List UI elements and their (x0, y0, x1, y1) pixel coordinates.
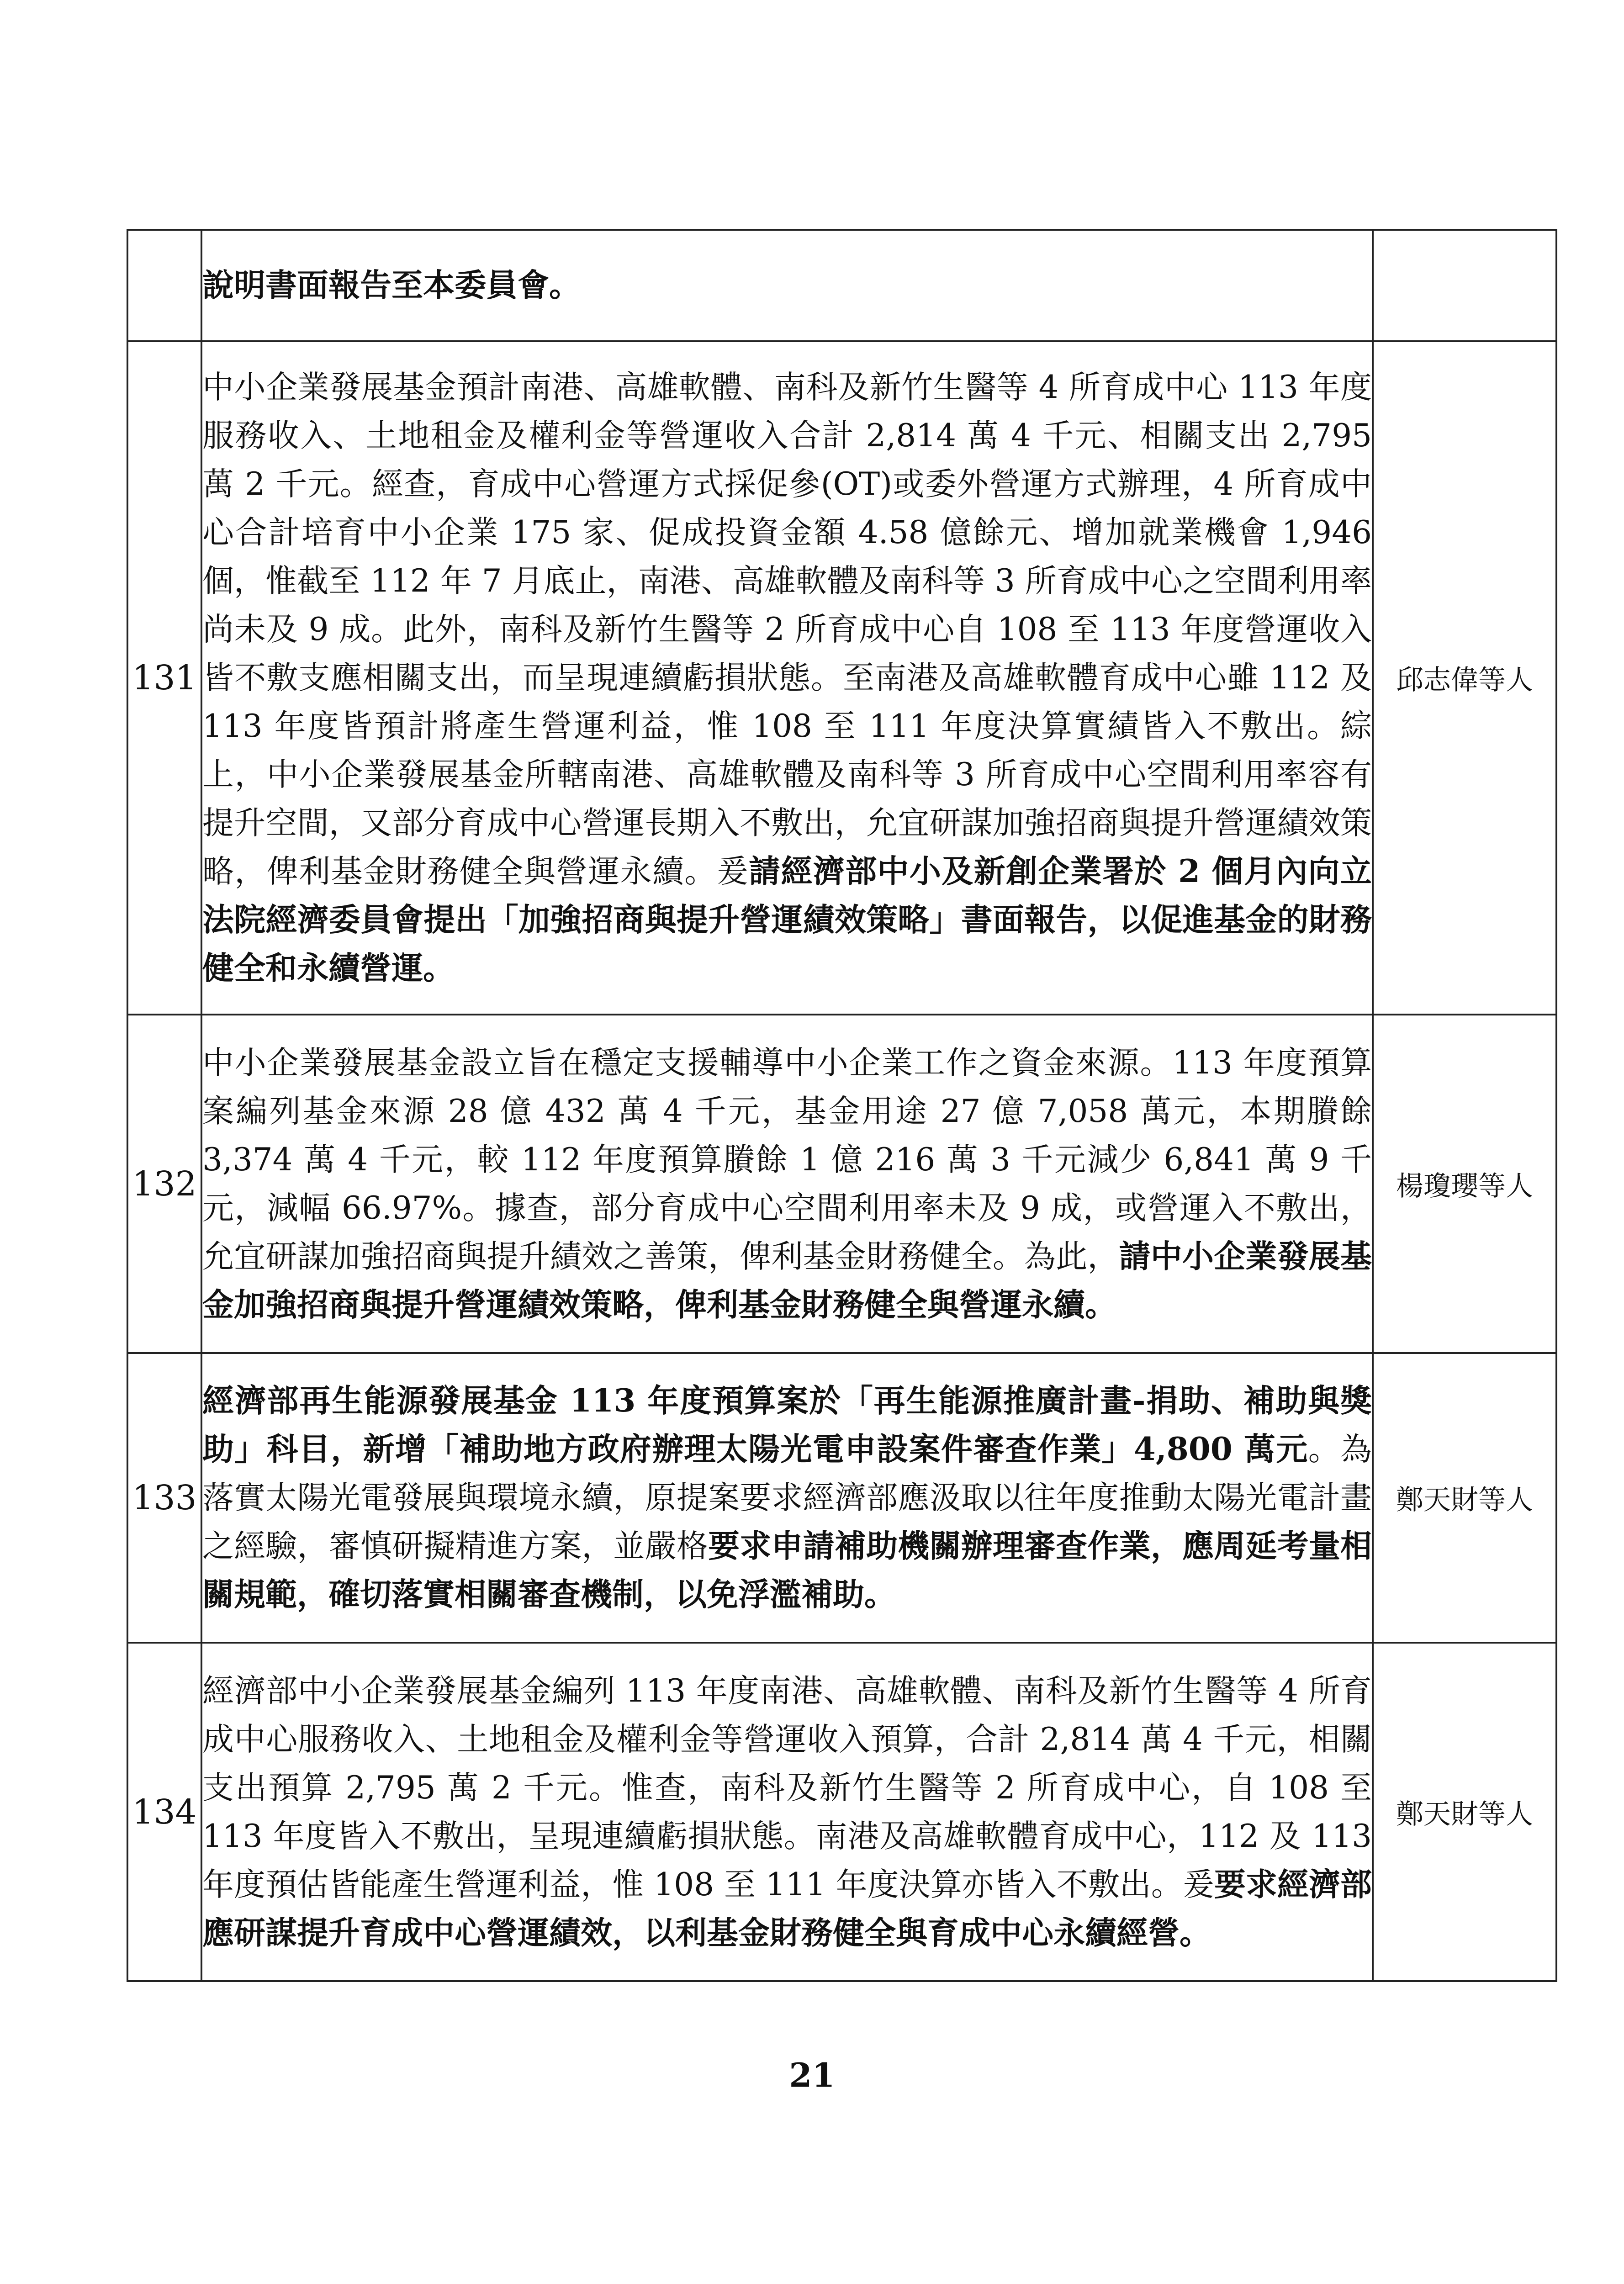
content-bold-text: 請中小企業發展基金加強招商與提升營運績效策略，俾利基金財務健全與營運永續。 (202, 1237, 1372, 1323)
content-bold-text: 請經濟部中小及新創企業署於 2 個月內向立法院經濟委員會提出「加強招商與提升營運績效策略」書面報告，以促進基金的財務健全和永續營運。 (202, 853, 1372, 987)
content-bold-text: 要求經濟部應研謀提升育成中心營運績效，以利基金財務健全與育成中心永續經營。 (202, 1866, 1372, 1951)
item-content (201, 1353, 1373, 1643)
item-proposer: 鄭天財等人 (1373, 1643, 1556, 1981)
content-text: 中小企業發展基金設立旨在穩定支援輔導中小企業工作之資金來源。113 年度預算案編列基金來源 28 億 432 萬 4 千元，基金用途 27 億 7,058 萬元，本期賸餘 3,374 萬 4 千元，較 112 年度預算賸餘 1 億 216 萬 3 千元減少 6,841 萬 9 千元，減幅 66.97%。據查，部分育成中心空間利用率未及 9 成，或營運入不敷出，允宜研謀加強招商與提升績效之善策，俾利基金財務健全。為此， (202, 1044, 1372, 1275)
item-proposer (1373, 230, 1556, 341)
item-number: 133 (127, 1353, 201, 1643)
item-number: 132 (127, 1015, 201, 1353)
content-bold-text: 要求申請補助機關辦理審查作業，應周延考量相關規範，確切落實相關審查機制，以免浮濫補助。 (202, 1528, 1372, 1613)
item-number: 131 (127, 341, 201, 1015)
item-proposer: 楊瓊瓔等人 (1373, 1015, 1556, 1353)
item-content (201, 1015, 1373, 1353)
content-text: 。為落實太陽光電發展與環境永續，原提案要求經濟部應汲取以往年度推動太陽光電計畫之經驗，審慎研擬精進方案，並嚴格 (202, 1431, 1372, 1565)
content-bold-text: 經濟部再生能源發展基金 113 年度預算案於「再生能源推廣計畫-捐助、補助與獎助」科目，新增「補助地方政府辦理太陽光電申設案件審查作業」4,800 萬元 (202, 1382, 1372, 1468)
page-number: 21 (789, 2056, 835, 2094)
resolution-table (127, 229, 1557, 1982)
content-bold-text: 說明書面報告至本委員會。 (202, 267, 581, 304)
item-content (201, 1643, 1373, 1981)
item-content (201, 230, 1373, 341)
item-proposer: 邱志偉等人 (1373, 341, 1556, 1015)
table-row (127, 1353, 1556, 1643)
table-row (127, 1643, 1556, 1981)
item-number (127, 230, 201, 341)
table-row (127, 230, 1556, 341)
table-row (127, 1015, 1556, 1353)
item-proposer: 鄭天財等人 (1373, 1353, 1556, 1643)
item-content (201, 341, 1373, 1015)
table-row (127, 341, 1556, 1015)
content-text: 中小企業發展基金預計南港、高雄軟體、南科及新竹生醫等 4 所育成中心 113 年度服務收入、土地租金及權利金等營運收入合計 2,814 萬 4 千元、相關支出 2,795 萬 2 千元。經查，育成中心營運方式採促參(OT)或委外營運方式辦理，4 所育成中心合計培育中小企業 175 家、促成投資金額 4.58 億餘元、增加就業機會 1,946 個，惟截至 112 年 7 月底止，南港、高雄軟體及南科等 3 所育成中心之空間利用率尚未及 9 成。此外，南科及新竹生醫等 2 所育成中心自 108 至 113 年度營運收入皆不敷支應相關支出，而呈現連續虧損狀態。至南港及高雄軟體育成中心雖 112 及 113 年度皆預計將產生營運利益，惟 108 至 111 年度決算實績皆入不敷出。綜上，中小企業發展基金所轄南港、高雄軟體及南科等 3 所育成中心空間利用率容有提升空間，又部分育成中心營運長期入不敷出，允宜研謀加強招商與提升營運績效策略，俾利基金財務健全與營運永續。爰 (202, 369, 1372, 890)
item-number: 134 (127, 1643, 201, 1981)
content-text: 經濟部中小企業發展基金編列 113 年度南港、高雄軟體、南科及新竹生醫等 4 所育成中心服務收入、土地租金及權利金等營運收入預算，合計 2,814 萬 4 千元，相關支出預算 2,795 萬 2 千元。惟查，南科及新竹生醫等 2 所育成中心，自 108 至 113 年度皆入不敷出，呈現連續虧損狀態。南港及高雄軟體育成中心，112 及 113 年度預估皆能產生營運利益，惟 108 至 111 年度決算亦皆入不敷出。爰 (202, 1672, 1372, 1903)
